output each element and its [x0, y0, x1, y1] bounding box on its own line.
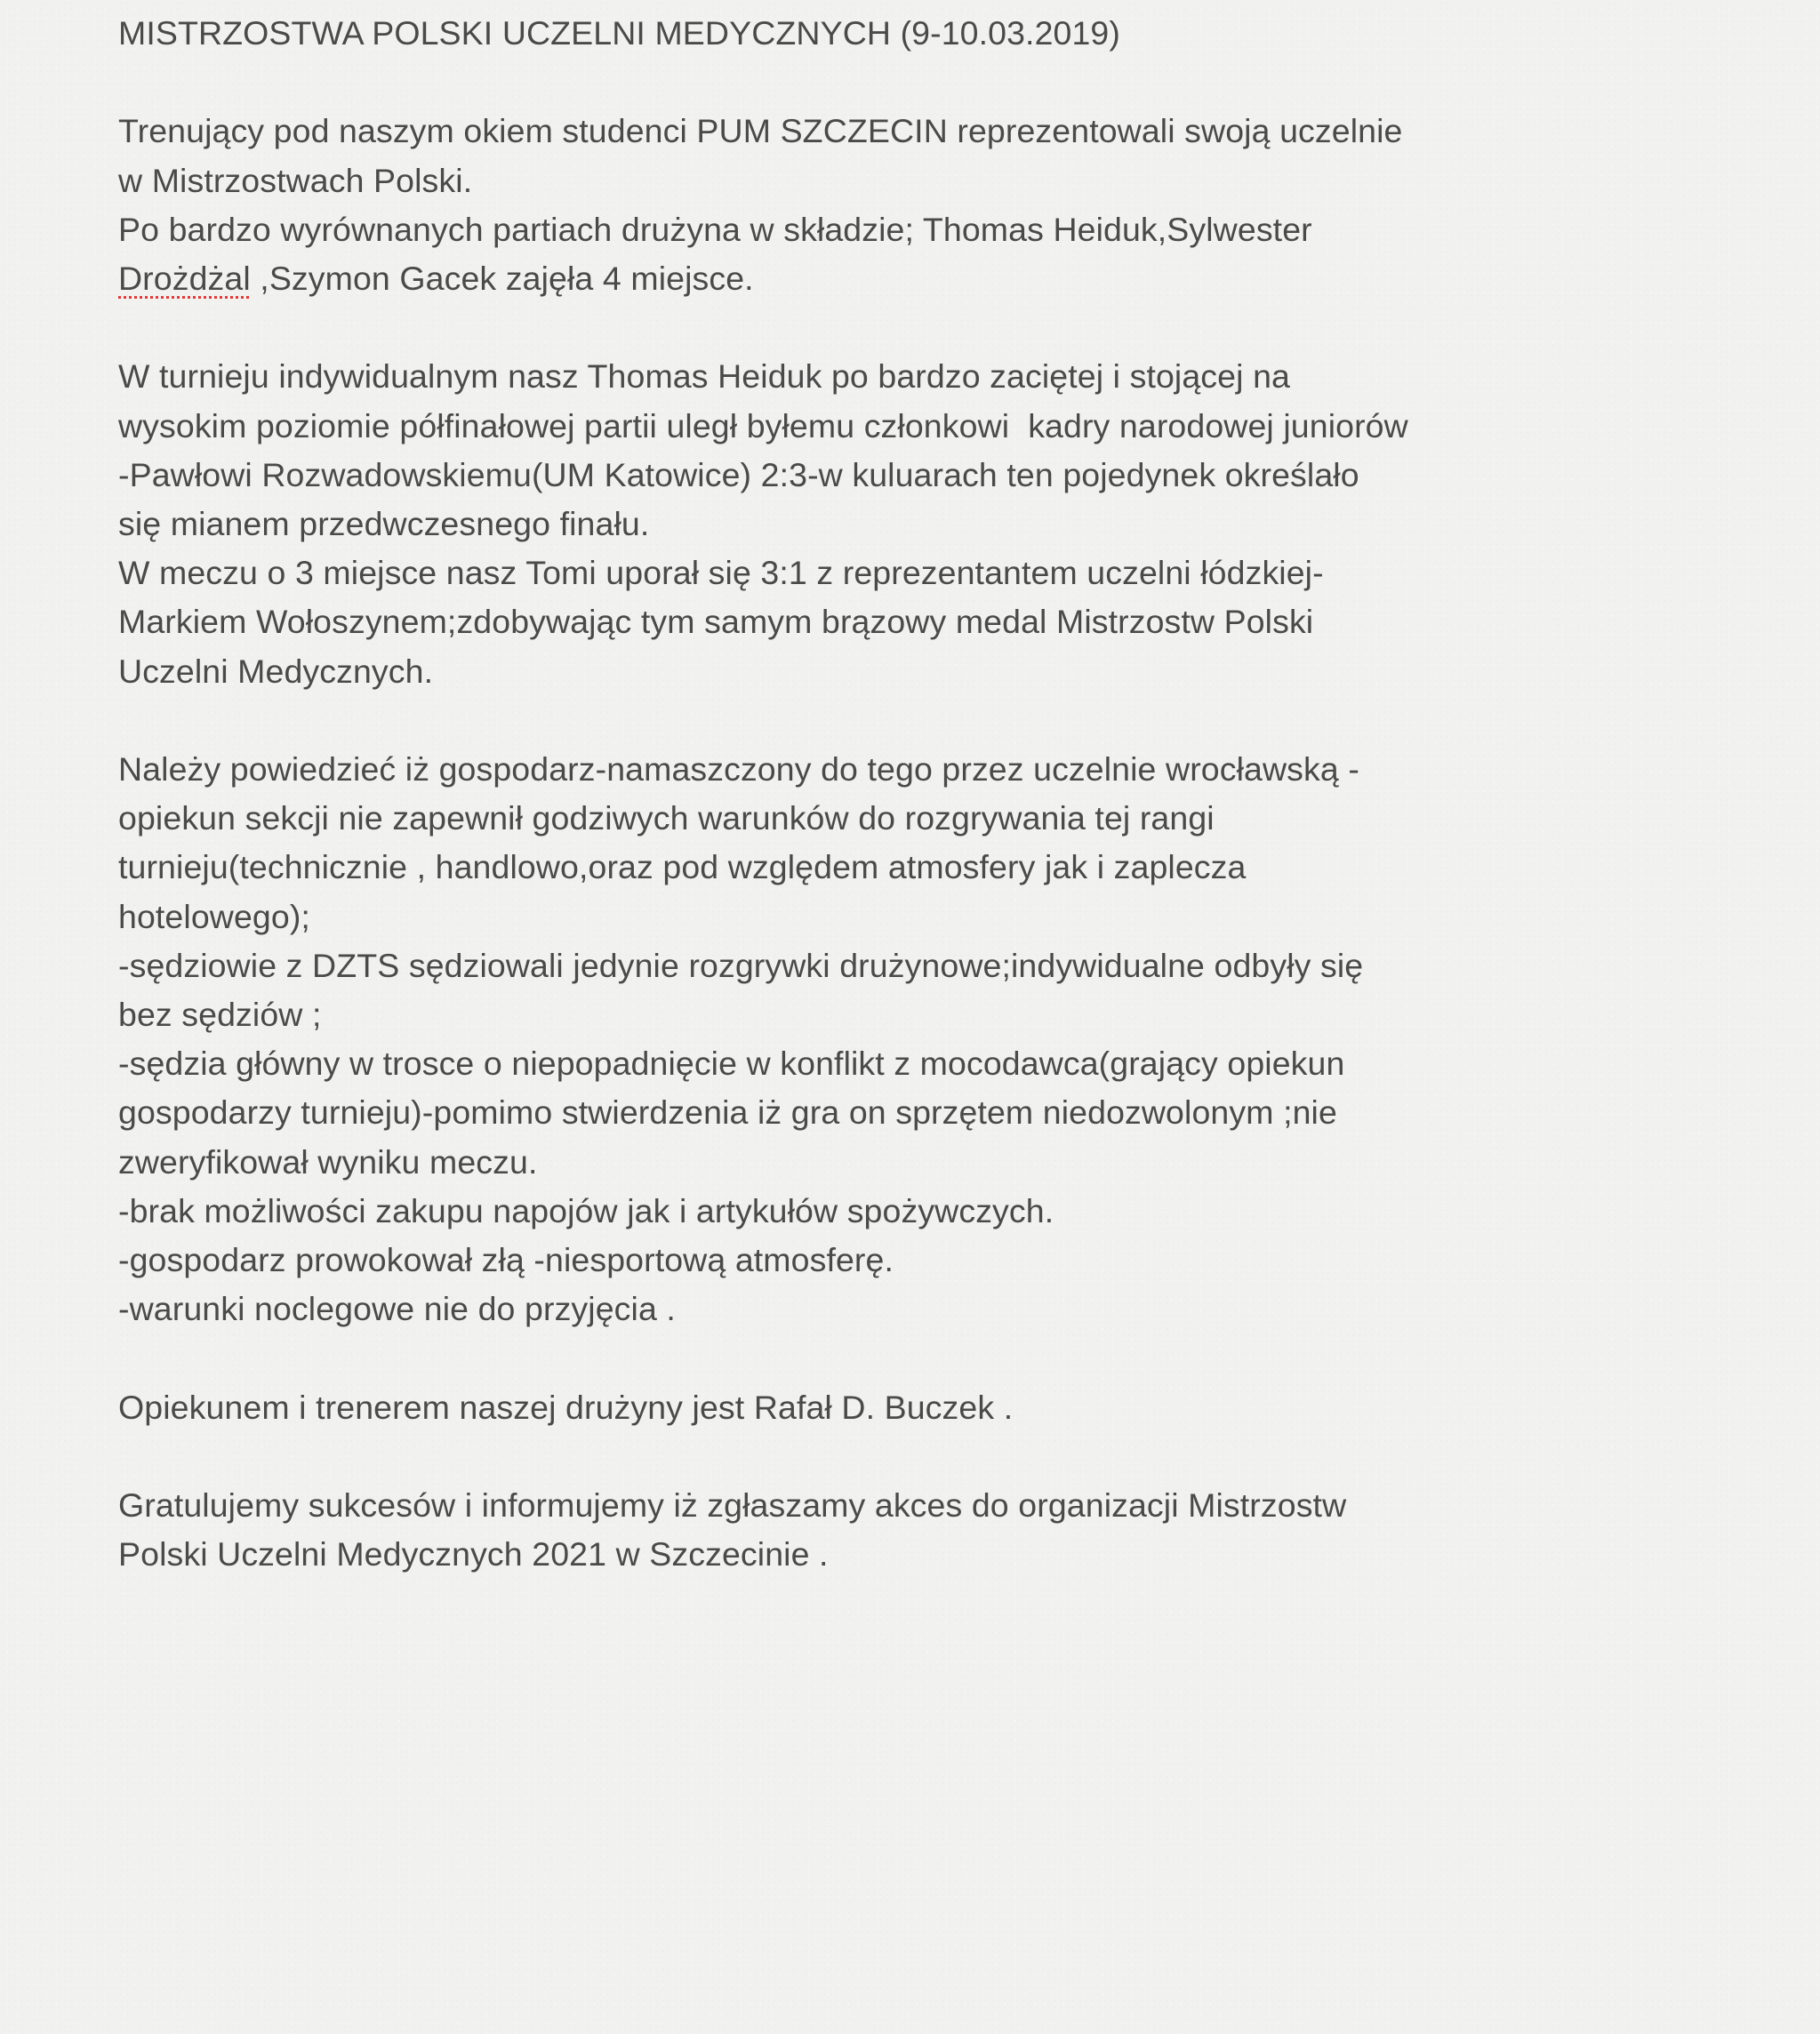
- paragraph-line: -sędzia główny w trosce o niepopadnięcie w konflikt z mocodawca(grający opiekun: [118, 1045, 1345, 1083]
- paragraph-line: w Mistrzostwach Polski.: [118, 161, 473, 199]
- paragraph-line: bez sędziów ;: [118, 996, 322, 1034]
- paragraph-line: W turnieju indywidualnym nasz Thomas Heiduk po bardzo zaciętej i stojącej na: [118, 357, 1290, 396]
- paragraph-line: się mianem przedwczesnego finału.: [118, 505, 650, 542]
- line-text: ,Szymon Gacek zajęła 4 miejsce.: [250, 260, 754, 297]
- note-body[interactable]: [118, 9, 1541, 1579]
- paragraph-line: turnieju(technicznie , handlowo,oraz pod względem atmosfery jak i zaplecza: [118, 848, 1247, 886]
- paragraph-line: -warunki noclegowe nie do przyjęcia .: [118, 1290, 676, 1328]
- blank-line: [118, 1333, 1541, 1382]
- misspelled-word[interactable]: Drożdżal: [118, 260, 251, 297]
- note-title: MISTRZOSTWA POLSKI UCZELNI MEDYCZNYCH (9-10.03.2019): [118, 14, 1120, 52]
- paragraph-line: Trenujący pod naszym okiem studenci PUM SZCZECIN reprezentowali swoją uczelnie: [118, 112, 1403, 150]
- paragraph-line: -gospodarz prowokował złą -niesportową atmosferę.: [118, 1241, 894, 1279]
- paragraph-line: Polski Uczelni Medycznych 2021 w Szczecinie .: [118, 1535, 829, 1574]
- blank-line: [118, 1432, 1541, 1481]
- paragraph-line: opiekun sekcji nie zapewnił godziwych warunków do rozgrywania tej rangi: [118, 799, 1215, 837]
- paragraph-line: -sędziowie z DZTS sędziowali jedynie rozgrywki drużynowe;indywidualne odbyły się: [118, 946, 1364, 984]
- paragraph-line: -brak możliwości zakupu napojów jak i artykułów spożywczych.: [118, 1191, 1054, 1229]
- paragraph-line: Opiekunem i trenerem naszej drużyny jest Rafał D. Buczek .: [118, 1388, 1014, 1426]
- paragraph-line: Uczelni Medycznych.: [118, 652, 434, 690]
- paragraph-line: W meczu o 3 miejsce nasz Tomi uporał się 3:1 z reprezentantem uczelni łódzkiej-: [118, 554, 1324, 592]
- paragraph-line: Gratulujemy sukcesów i informujemy iż zgłaszamy akces do organizacji Mistrzostw: [118, 1486, 1347, 1525]
- paragraph-line: Markiem Wołoszynem;zdobywając tym samym brązowy medal Mistrzostw Polski: [118, 603, 1314, 641]
- paragraph-line: Należy powiedzieć iż gospodarz-namaszczony do tego przez uczelnie wrocławską -: [118, 750, 1359, 788]
- paragraph-line: -Pawłowi Rozwadowskiemu(UM Katowice) 2:3-w kuluarach ten pojedynek określało: [118, 455, 1359, 493]
- paragraph-line: hotelowego);: [118, 897, 310, 935]
- paragraph-line: wysokim poziomie półfinałowej partii uległ byłemu członkowi kadry narodowej juniorów: [118, 406, 1408, 444]
- blank-line: [118, 303, 1541, 352]
- blank-line: [118, 696, 1541, 745]
- paragraph-line: zweryfikował wyniku meczu.: [118, 1142, 538, 1181]
- blank-line: [118, 58, 1541, 107]
- paragraph-line: [118, 254, 1541, 303]
- paragraph-line: Po bardzo wyrównanych partiach drużyna w składzie; Thomas Heiduk,Sylwester: [118, 210, 1312, 248]
- paragraph-line: gospodarzy turnieju)-pomimo stwierdzenia iż gra on sprzętem niedozwolonym ;nie: [118, 1093, 1337, 1132]
